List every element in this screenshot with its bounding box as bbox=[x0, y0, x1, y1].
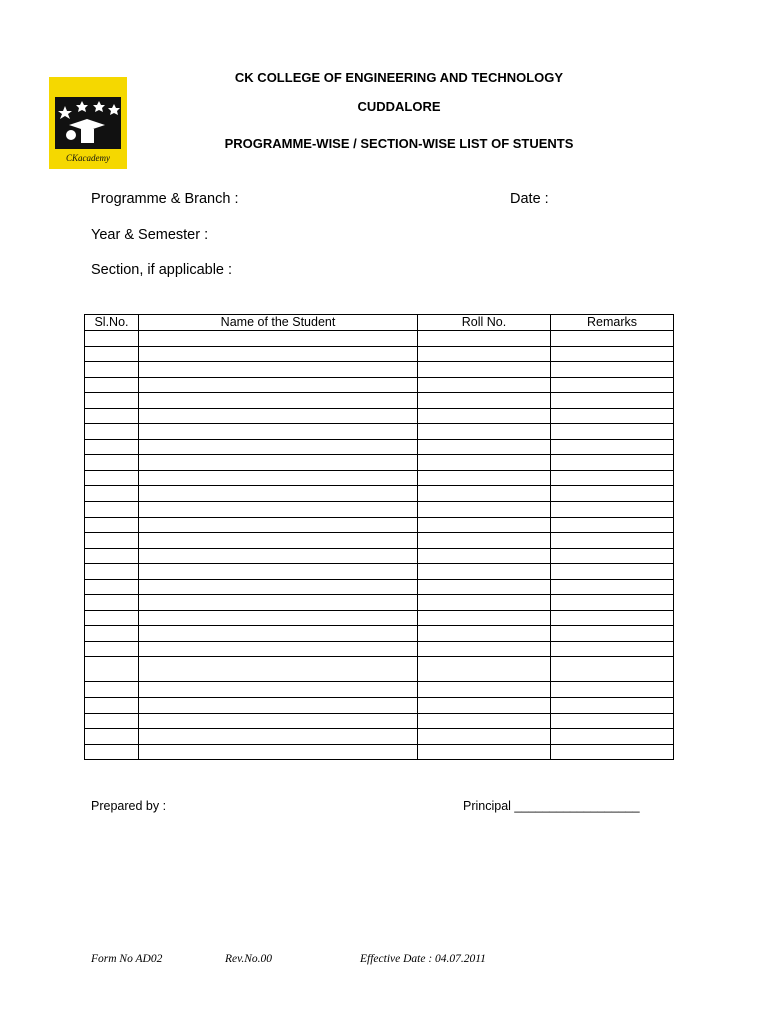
cell-rollno bbox=[418, 408, 551, 424]
cell-remarks bbox=[551, 455, 674, 471]
table-row bbox=[85, 377, 674, 393]
cell-remarks bbox=[551, 595, 674, 611]
cell-student-name bbox=[139, 486, 418, 502]
cell-slno bbox=[85, 641, 139, 657]
cell-student-name bbox=[139, 408, 418, 424]
cell-remarks bbox=[551, 564, 674, 580]
cell-remarks bbox=[551, 682, 674, 698]
table-row bbox=[85, 626, 674, 642]
cell-student-name bbox=[139, 331, 418, 347]
cell-remarks bbox=[551, 626, 674, 642]
cell-remarks bbox=[551, 408, 674, 424]
cell-student-name bbox=[139, 682, 418, 698]
cell-slno bbox=[85, 610, 139, 626]
cell-rollno bbox=[418, 424, 551, 440]
cell-rollno bbox=[418, 595, 551, 611]
cell-remarks bbox=[551, 346, 674, 362]
cell-student-name bbox=[139, 455, 418, 471]
cell-slno bbox=[85, 486, 139, 502]
revision-number: Rev.No.00 bbox=[225, 953, 273, 965]
form-title: PROGRAMME-WISE / SECTION-WISE LIST OF STUENTS bbox=[224, 136, 574, 151]
cell-slno bbox=[85, 595, 139, 611]
cell-remarks bbox=[551, 698, 674, 714]
prepared-by-label: Prepared by : bbox=[91, 799, 167, 813]
cell-remarks bbox=[551, 517, 674, 533]
cell-rollno bbox=[418, 439, 551, 455]
table-header-row bbox=[85, 315, 674, 331]
cell-rollno bbox=[418, 377, 551, 393]
cell-rollno bbox=[418, 626, 551, 642]
cell-rollno bbox=[418, 744, 551, 760]
cell-rollno bbox=[418, 470, 551, 486]
cell-rollno bbox=[418, 548, 551, 564]
cell-student-name bbox=[139, 610, 418, 626]
table-row bbox=[85, 517, 674, 533]
cell-rollno bbox=[418, 641, 551, 657]
cell-rollno bbox=[418, 331, 551, 347]
cell-remarks bbox=[551, 729, 674, 745]
cell-remarks bbox=[551, 362, 674, 378]
form-number: Form No AD02 bbox=[91, 953, 163, 965]
cell-remarks bbox=[551, 470, 674, 486]
table-row bbox=[85, 470, 674, 486]
cell-student-name bbox=[139, 502, 418, 518]
logo-text: CKacademy bbox=[66, 153, 110, 163]
table-row bbox=[85, 698, 674, 714]
table-row bbox=[85, 533, 674, 549]
table-row bbox=[85, 595, 674, 611]
cell-student-name bbox=[139, 439, 418, 455]
table-row bbox=[85, 408, 674, 424]
cell-rollno bbox=[418, 729, 551, 745]
cell-slno bbox=[85, 331, 139, 347]
cell-remarks bbox=[551, 486, 674, 502]
cell-rollno bbox=[418, 657, 551, 682]
cell-student-name bbox=[139, 377, 418, 393]
cell-student-name bbox=[139, 424, 418, 440]
cell-rollno bbox=[418, 486, 551, 502]
col-header-name: Name of the Student bbox=[139, 315, 418, 331]
cell-rollno bbox=[418, 682, 551, 698]
cell-slno bbox=[85, 533, 139, 549]
cell-slno bbox=[85, 713, 139, 729]
table-row bbox=[85, 713, 674, 729]
cell-slno bbox=[85, 564, 139, 580]
cell-rollno bbox=[418, 517, 551, 533]
cell-slno bbox=[85, 502, 139, 518]
col-header-remarks: Remarks bbox=[551, 315, 674, 331]
cell-rollno bbox=[418, 610, 551, 626]
cell-remarks bbox=[551, 641, 674, 657]
cell-slno bbox=[85, 729, 139, 745]
cell-slno bbox=[85, 626, 139, 642]
cell-rollno bbox=[418, 564, 551, 580]
cell-remarks bbox=[551, 548, 674, 564]
cell-slno bbox=[85, 698, 139, 714]
cell-student-name bbox=[139, 564, 418, 580]
cell-remarks bbox=[551, 579, 674, 595]
cell-rollno bbox=[418, 455, 551, 471]
section-label: Section, if applicable : bbox=[91, 262, 233, 278]
cell-slno bbox=[85, 424, 139, 440]
cell-student-name bbox=[139, 744, 418, 760]
cell-slno bbox=[85, 744, 139, 760]
table-row bbox=[85, 502, 674, 518]
cell-slno bbox=[85, 362, 139, 378]
principal-signature-line: Principal __________________ bbox=[463, 799, 640, 813]
college-city: CUDDALORE bbox=[357, 99, 441, 114]
cell-remarks bbox=[551, 744, 674, 760]
ck-academy-logo-icon bbox=[49, 77, 127, 169]
table-row bbox=[85, 729, 674, 745]
table-row bbox=[85, 455, 674, 471]
cell-remarks bbox=[551, 377, 674, 393]
cell-slno bbox=[85, 657, 139, 682]
cell-rollno bbox=[418, 698, 551, 714]
cell-rollno bbox=[418, 533, 551, 549]
table-row bbox=[85, 486, 674, 502]
col-header-slno: Sl.No. bbox=[85, 315, 139, 331]
cell-student-name bbox=[139, 698, 418, 714]
cell-student-name bbox=[139, 595, 418, 611]
cell-student-name bbox=[139, 548, 418, 564]
cell-slno bbox=[85, 455, 139, 471]
table-row bbox=[85, 610, 674, 626]
table-row bbox=[85, 564, 674, 580]
cell-student-name bbox=[139, 657, 418, 682]
cell-slno bbox=[85, 439, 139, 455]
cell-remarks bbox=[551, 331, 674, 347]
table-row bbox=[85, 682, 674, 698]
cell-rollno bbox=[418, 579, 551, 595]
table-row bbox=[85, 744, 674, 760]
table-row bbox=[85, 439, 674, 455]
cell-slno bbox=[85, 408, 139, 424]
cell-remarks bbox=[551, 657, 674, 682]
cell-student-name bbox=[139, 626, 418, 642]
cell-rollno bbox=[418, 502, 551, 518]
col-header-rollno: Roll No. bbox=[418, 315, 551, 331]
cell-student-name bbox=[139, 533, 418, 549]
table-row bbox=[85, 331, 674, 347]
college-logo bbox=[49, 77, 127, 169]
cell-slno bbox=[85, 346, 139, 362]
cell-remarks bbox=[551, 713, 674, 729]
cell-rollno bbox=[418, 393, 551, 409]
table-row bbox=[85, 346, 674, 362]
table-row bbox=[85, 362, 674, 378]
date-label: Date : bbox=[510, 191, 549, 207]
cell-remarks bbox=[551, 533, 674, 549]
cell-rollno bbox=[418, 346, 551, 362]
cell-slno bbox=[85, 682, 139, 698]
table-row bbox=[85, 641, 674, 657]
cell-slno bbox=[85, 470, 139, 486]
cell-remarks bbox=[551, 393, 674, 409]
table-row bbox=[85, 393, 674, 409]
effective-date: Effective Date : 04.07.2011 bbox=[360, 953, 486, 965]
cell-slno bbox=[85, 393, 139, 409]
cell-slno bbox=[85, 548, 139, 564]
table-row bbox=[85, 548, 674, 564]
cell-student-name bbox=[139, 579, 418, 595]
cell-slno bbox=[85, 517, 139, 533]
cell-student-name bbox=[139, 729, 418, 745]
cell-slno bbox=[85, 579, 139, 595]
cell-student-name bbox=[139, 517, 418, 533]
student-list-table bbox=[84, 314, 674, 760]
table-row bbox=[85, 657, 674, 682]
cell-remarks bbox=[551, 610, 674, 626]
cell-student-name bbox=[139, 713, 418, 729]
cell-student-name bbox=[139, 641, 418, 657]
cell-student-name bbox=[139, 393, 418, 409]
cell-remarks bbox=[551, 502, 674, 518]
cell-remarks bbox=[551, 439, 674, 455]
cell-student-name bbox=[139, 470, 418, 486]
cell-remarks bbox=[551, 424, 674, 440]
table-row bbox=[85, 424, 674, 440]
table-body bbox=[85, 331, 674, 760]
college-name: CK COLLEGE OF ENGINEERING AND TECHNOLOGY bbox=[234, 70, 564, 85]
cell-rollno bbox=[418, 713, 551, 729]
cell-rollno bbox=[418, 362, 551, 378]
programme-branch-label: Programme & Branch : bbox=[91, 191, 239, 207]
year-semester-label: Year & Semester : bbox=[91, 227, 209, 243]
table-row bbox=[85, 579, 674, 595]
cell-slno bbox=[85, 377, 139, 393]
cell-student-name bbox=[139, 346, 418, 362]
cell-student-name bbox=[139, 362, 418, 378]
